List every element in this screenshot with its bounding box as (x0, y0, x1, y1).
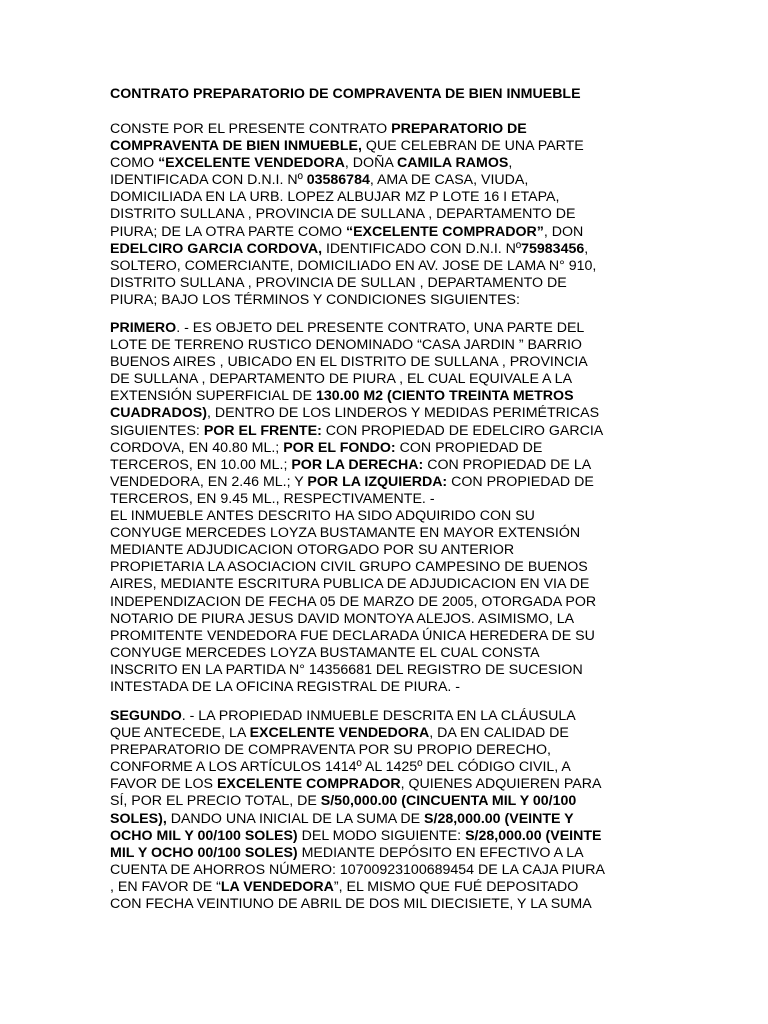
text-line (110, 292, 680, 309)
paragraph-parties (110, 121, 680, 309)
text-run: INDEPENDIZACION DE FECHA 05 DE MARZO DE 2005, OTORGADA POR (110, 593, 597, 610)
text-line (110, 628, 680, 645)
paragraph-segundo (110, 708, 680, 913)
text-line (110, 679, 680, 696)
text-run: SIGUIENTES: (110, 422, 204, 439)
text-line (110, 576, 680, 593)
bold-text: SOLES), (110, 810, 167, 827)
text-line (110, 611, 680, 628)
text-line (110, 155, 680, 172)
bold-text: S/50,000.00 (CINCUENTA MIL Y 00/100 (320, 793, 577, 810)
text-run: , DOÑA (344, 155, 397, 172)
text-run: , DA EN CALIDAD DE (429, 725, 569, 742)
text-run: INTESTADA DE LA OFICINA REGISTRAL DE PIURA. - (110, 678, 461, 695)
text-run: TERCEROS, EN 9.45 ML., RESPECTIVAMENTE. - (110, 490, 435, 507)
text-run: CONYUGE MERCEDES LOYZA BUSTAMANTE EN MAYOR EXTENSIÓN (110, 525, 581, 542)
bold-text: PRIMERO (110, 320, 177, 336)
text-run: QUE CELEBRAN DE UNA PARTE (361, 138, 584, 155)
text-run: DOMICILIADA EN LA URB. LOPEZ ALBUJAR MZ P LOTE 16 I ETAPA, (110, 189, 560, 206)
text-run: , DON (543, 223, 584, 240)
text-line (110, 645, 680, 662)
text-run: , (508, 155, 513, 172)
text-run: SÍ, POR EL PRECIO TOTAL, DE (110, 793, 321, 810)
text-line (110, 594, 680, 611)
bold-text: “EXCELENTE VENDEDORA (158, 155, 345, 172)
text-line (110, 828, 680, 845)
text-run: BUENOS AIRES , UBICADO EN EL DISTRITO DE SULLANA , PROVINCIA (110, 354, 588, 371)
text-run: PREPARATORIO DE COMPRAVENTA POR SU PROPIO DERECHO, (110, 742, 551, 759)
text-run: DISTRITO SULLANA , PROVINCIA DE SULLANA , DEPARTAMENTO DE (110, 206, 576, 223)
text-run: INSCRITO EN LA PARTIDA N° 14356681 DEL REGISTRO DE SUCESION (110, 661, 583, 678)
text-run: PROPIETARIA LA ASOCIACION CIVIL GRUPO CAMPESINO DE BUENOS (110, 559, 588, 576)
text-run: NOTARIO DE PIURA JESUS DAVID MONTOYA ALEJOS. ASIMISMO, LA (110, 610, 575, 627)
text-line (110, 241, 680, 258)
bold-text: OCHO MIL Y 00/100 SOLES) (110, 827, 298, 844)
text-run: LOTE DE TERRENO RUSTICO DENOMINADO “CASA JARDIN ” BARRIO (110, 337, 582, 354)
bold-text: 75983456 (521, 240, 585, 257)
text-run: CON PROPIEDAD DE (395, 439, 543, 456)
bold-text: “EXCELENTE COMPRADOR” (345, 223, 544, 240)
text-run: CON FECHA VEINTIUNO DE ABRIL DE DOS MIL DIECISIETE, Y LA SUMA (110, 896, 592, 913)
text-line (110, 662, 680, 679)
text-line (110, 776, 680, 793)
text-run: MEDIANTE ADJUDICACION OTORGADO POR SU ANTERIOR (110, 542, 515, 559)
text-line (110, 440, 680, 457)
text-line (110, 896, 680, 913)
text-line (110, 491, 680, 508)
text-line (110, 189, 680, 206)
text-line (110, 138, 680, 155)
text-run: , (584, 240, 589, 257)
text-line (110, 759, 680, 776)
text-run: CORDOVA, EN 40.80 ML.; (110, 439, 284, 456)
bold-text: S/28,000.00 (VEINTE Y (424, 810, 574, 827)
text-line (110, 708, 680, 725)
bold-text: 130.00 M2 (CIENTO TREINTA METROS (316, 388, 574, 405)
text-run: CUENTA DE AHORROS NÚMERO: 10700923100689454 DE LA CAJA PIURA (110, 861, 605, 878)
text-line (110, 525, 680, 542)
text-line (110, 388, 680, 405)
text-line (110, 121, 680, 138)
text-run: TERCEROS, EN 10.00 ML.; (110, 456, 292, 473)
bold-text: POR LA IZQUIERDA: (307, 473, 448, 490)
text-run: ”, EL MISMO QUE FUÉ DEPOSITADO (333, 878, 579, 895)
bold-text: POR EL FONDO: (283, 439, 396, 456)
document-title: CONTRATO PREPARATORIO DE COMPRAVENTA DE BIEN INMUEBLE (110, 86, 581, 102)
bold-text: MIL Y OCHO 00/100 SOLES) (110, 844, 298, 861)
text-line (110, 725, 680, 742)
text-run: , QUIENES ADQUIEREN PARA (400, 776, 602, 793)
text-run: . - ES OBJETO DEL PRESENTE CONTRATO, UNA PARTE DEL (176, 320, 585, 336)
text-line (110, 320, 680, 337)
text-run: CONFORME A LOS ARTÍCULOS 1414º AL 1425º DEL CÓDIGO CIVIL, A (110, 759, 571, 776)
text-run: COMO (110, 155, 159, 172)
text-run: IDENTIFICADO CON D.N.I. Nº (322, 240, 522, 257)
text-line (110, 258, 680, 275)
text-line (110, 793, 680, 810)
bold-text: CAMILA RAMOS (396, 155, 509, 172)
text-line (110, 474, 680, 491)
text-line (110, 457, 680, 474)
text-line (110, 275, 680, 292)
bold-text: COMPRAVENTA DE BIEN INMUEBLE, (110, 138, 362, 155)
text-run: QUE ANTECEDE, LA (110, 725, 250, 742)
text-run: . - LA PROPIEDAD INMUEBLE DESCRITA EN LA CLÁUSULA (181, 708, 576, 724)
text-run: DANDO UNA INICIAL DE LA SUMA DE (166, 810, 425, 827)
text-run: CONSTE POR EL PRESENTE CONTRATO (110, 121, 392, 137)
text-run: EL INMUEBLE ANTES DESCRITO HA SIDO ADQUIRIDO CON SU (110, 508, 535, 525)
text-line (110, 172, 680, 189)
text-run: CON PROPIEDAD DE EDELCIRO GARCIA (321, 422, 604, 439)
text-run: , AMA DE CASA, VIUDA, (369, 172, 529, 189)
text-line (110, 508, 680, 525)
text-line (110, 845, 680, 862)
text-run: MEDIANTE DEPÓSITO EN EFECTIVO A LA (297, 844, 584, 861)
bold-text: S/28,000.00 (VEINTE (465, 827, 602, 844)
text-run: EXTENSIÓN SUPERFICIAL DE (110, 388, 317, 405)
text-run: PIURA; BAJO LOS TÉRMINOS Y CONDICIONES SIGUIENTES: (110, 291, 520, 308)
text-line (110, 559, 680, 576)
bold-text: CUADRADOS) (110, 405, 207, 422)
paragraph-primero (110, 320, 680, 696)
text-line (110, 371, 680, 388)
text-run: AIRES, MEDIANTE ESCRITURA PUBLICA DE ADJUDICACION EN VIA DE (110, 576, 590, 593)
text-run: PROMITENTE VENDEDORA FUE DECLARADA ÚNICA HEREDERA DE SU (110, 627, 595, 644)
text-run: CON PROPIEDAD DE LA (423, 456, 592, 473)
text-line (110, 862, 680, 879)
bold-text: SEGUNDO (110, 708, 182, 724)
bold-text: EXCELENTE COMPRADOR (216, 776, 401, 793)
bold-text: 03586784 (306, 172, 370, 189)
bold-text: POR EL FRENTE: (203, 422, 322, 439)
text-run: , EN FAVOR DE “ (110, 878, 221, 895)
text-line (110, 206, 680, 223)
bold-text: POR LA DERECHA: (291, 456, 424, 473)
text-line (110, 542, 680, 559)
text-line (110, 405, 680, 422)
text-run: DE SULLANA , DEPARTAMENTO DE PIURA , EL CUAL EQUIVALE A LA (110, 371, 573, 388)
bold-text: PREPARATORIO DE (391, 121, 527, 137)
text-run: DISTRITO SULLANA , PROVINCIA DE SULLAN , DEPARTAMENTO DE (110, 274, 567, 291)
text-line (110, 879, 680, 896)
text-run: CONYUGE MERCEDES LOYZA BUSTAMANTE EL CUAL CONSTA (110, 644, 540, 661)
bold-text: EDELCIRO GARCIA CORDOVA, (110, 240, 323, 257)
text-line (110, 354, 680, 371)
text-run: VENDEDORA, EN 2.46 ML.; Y (110, 473, 308, 490)
text-run: CON PROPIEDAD DE (447, 473, 594, 490)
text-line (110, 337, 680, 354)
text-line (110, 742, 680, 759)
text-run: PIURA; DE LA OTRA PARTE COMO (110, 223, 346, 240)
text-run: FAVOR DE LOS (110, 776, 217, 793)
text-line (110, 224, 680, 241)
text-run: , DENTRO DE LOS LINDEROS Y MEDIDAS PERIMÉTRICAS (206, 405, 600, 422)
bold-text: EXCELENTE VENDEDORA (249, 725, 430, 742)
bold-text: LA VENDEDORA (220, 878, 334, 895)
text-run: IDENTIFICADA CON D.N.I. Nº (110, 172, 307, 189)
text-run: DEL MODO SIGUIENTE: (297, 827, 466, 844)
text-line (110, 811, 680, 828)
text-line (110, 423, 680, 440)
text-run: SOLTERO, COMERCIANTE, DOMICILIADO EN AV. JOSE DE LAMA N° 910, (110, 257, 597, 274)
